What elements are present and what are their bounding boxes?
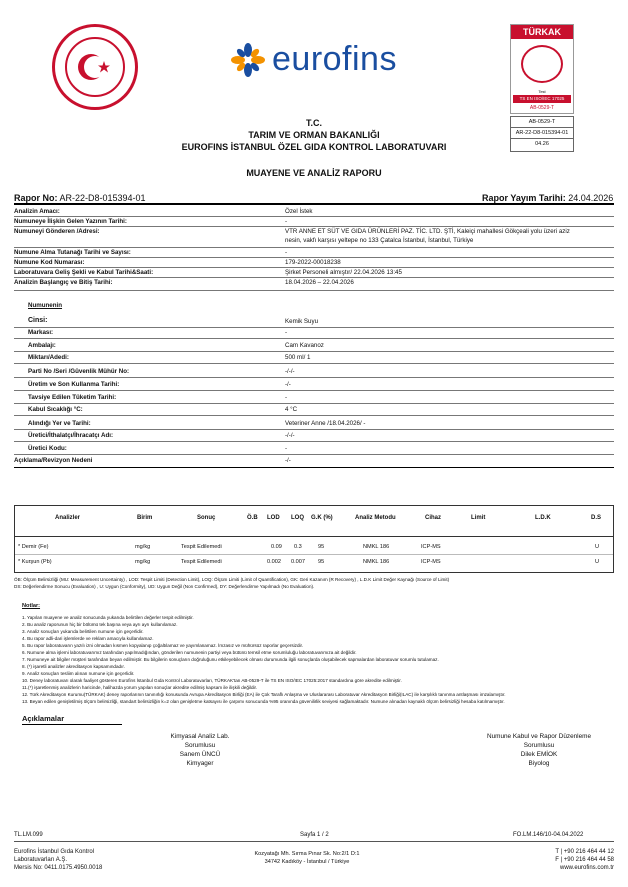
note-item: 6. Numune alma işlemi laboratuvarımız tarafından yapılmadığından, gönderilen numunenin partiyi veya bütünü temsil etme sorumluluğu laboratuvarımıza ait değildir.	[22, 650, 357, 655]
notes-list	[22, 614, 612, 705]
table-cell: * Demir (Fe)	[18, 544, 49, 550]
table-cell: NMKL 186	[363, 544, 390, 550]
divider	[14, 226, 614, 227]
phone: T | +90 216 464 44 12	[555, 849, 614, 855]
signature-right	[464, 732, 614, 768]
col-header: Limit	[471, 515, 486, 521]
header-lab: EUROFINS İSTANBUL ÖZEL GIDA KONTROL LABORATUVARI	[181, 142, 447, 152]
info-value: 179-2022-00018238	[285, 259, 341, 266]
table-cell: 0.007	[291, 559, 305, 565]
col-header: Analizler	[55, 515, 81, 521]
header-tc: T.C.	[305, 118, 322, 128]
signature-title: Kimyasal Analiz Lab.	[170, 733, 230, 740]
table-cell: 95	[318, 544, 325, 550]
sample-label: Alındığı Yer ve Tarihi:	[28, 420, 91, 427]
divider	[14, 363, 614, 364]
sample-value: -	[285, 394, 288, 401]
mersis-no: Mersis No: 0411.0175.4950.0018	[14, 865, 103, 871]
table-cell: Tespit Edilemedi	[181, 544, 222, 550]
table-cell: mg/kg	[135, 544, 151, 550]
divider	[14, 216, 614, 217]
note-item: 8. (*) işaretli analizler akreditasyon kapsamındadır.	[22, 664, 125, 669]
divider	[15, 536, 613, 537]
report-date	[482, 193, 613, 203]
col-header: LOD	[267, 515, 280, 521]
info-value: Özel İstek	[285, 208, 313, 215]
col-header: Cihaz	[425, 515, 442, 521]
revision-code: FO.LM.146/10-04.04.2022	[513, 832, 584, 838]
divider	[14, 257, 614, 258]
info-value: 18.04.2026 – 22.04.2026	[285, 279, 354, 286]
divider	[14, 403, 614, 404]
table-cell: U	[595, 544, 600, 550]
col-header: Sonuç	[197, 515, 216, 521]
table-cell: 0.09	[271, 544, 282, 550]
ministry-seal	[52, 24, 138, 110]
sample-value: -	[285, 445, 288, 452]
sample-value: Veteriner Anne /18.04.2026/ -	[285, 420, 366, 427]
divider	[14, 454, 614, 455]
company-info	[14, 848, 102, 872]
brand-name: eurofins	[272, 40, 397, 78]
turkak-standard: TS EN ISO/IEC 17025	[513, 95, 571, 103]
divider	[14, 377, 614, 378]
table-cell: U	[595, 559, 600, 565]
divider	[15, 554, 613, 555]
sample-value: 4 °C	[285, 406, 298, 413]
results-table	[14, 505, 614, 573]
signature-person: Sanem ÜNCÜ	[179, 751, 221, 758]
divider	[14, 429, 614, 430]
table-cell: mg/kg	[135, 559, 151, 565]
col-header: Birim	[137, 515, 153, 521]
note-item: 2. Bu analiz raporunun hiç bir bölümü tek başına veya ayrı ayrı kullanılamaz.	[22, 622, 178, 627]
info-label: Analizin Amacı:	[14, 208, 60, 215]
table-cell: Tespit Edilemedi	[181, 559, 222, 565]
col-header: Analiz Metodu	[355, 515, 396, 521]
notes-heading: Notlar:	[22, 603, 41, 609]
sample-value: -/-/-	[285, 432, 295, 439]
info-value-cont: nesin, vakfı karşısı yeltepe no 133 Çatalca İstanbul, İstanbul, Türkiye	[285, 237, 474, 244]
sample-value: -/-/-	[285, 368, 295, 375]
note-item: 9. Analiz sonuçları tesliim alınan numune için geçerlidir.	[22, 671, 135, 676]
ref-date: 04.26	[535, 141, 549, 147]
col-header: G.K (%)	[311, 515, 333, 521]
info-value: -	[285, 249, 288, 256]
divider	[14, 290, 614, 291]
explanations-heading: Açıklamalar	[22, 714, 65, 723]
divider	[14, 841, 614, 842]
info-label: Analizin Başlangıç ve Bitiş Tarihi:	[14, 279, 113, 286]
sample-value: -	[285, 329, 288, 336]
header-ministry: TARIM VE ORMAN BAKANLIĞI	[248, 130, 380, 140]
legend-line: DS: Değerlendirme Sonucu (Evaluation) , U: Uygun (Conformity), UD: Uygun Değil (Non Confirmed), DY: Değerlendirme Yapılmadı (No Evaluation).	[14, 584, 315, 589]
col-header: Ö.B	[247, 515, 258, 521]
sample-label: Üretici/İthalatçı/İhracatçı Adı:	[28, 432, 114, 439]
divider	[14, 467, 614, 468]
note-item: 5. Bu rapor laboratuvarın yazılı izni olmadan kısmen kopyalanıp çoğaltılamaz ve yayımlanamaz. İmzasız ve mühürsüz raporlar geçersizdir.	[22, 643, 304, 648]
form-code: TL.LM.099	[14, 832, 43, 838]
sample-value: Kemik Suyu	[285, 318, 319, 325]
report-number-label: Rapor No:	[14, 193, 58, 203]
signature-left	[130, 732, 270, 768]
info-value: -	[285, 218, 288, 225]
seal-inner-ring	[65, 37, 125, 97]
sample-value: -/-	[285, 381, 291, 388]
sample-value: Cam Kavanoz	[285, 342, 324, 349]
col-header: D.S	[591, 515, 602, 521]
divider	[14, 441, 614, 442]
website-link[interactable]: www.eurofins.com.tr	[559, 865, 614, 871]
table-cell: ICP-MS	[421, 544, 441, 550]
note-item: 3. Analiz sonuçları yukarıda belirtilen numune için geçerlidir.	[22, 629, 144, 634]
company-name-cont: Laboratuvarları A.Ş.	[14, 857, 68, 863]
fax: F | +90 216 464 44 58	[555, 857, 614, 863]
sample-label: Markası:	[28, 329, 54, 336]
address-line: Kozyatağı Mh. Sırma Pınar Sk. No:2/1 D:1	[254, 851, 360, 857]
divider	[14, 390, 614, 391]
turkak-badge	[510, 24, 574, 114]
signature-role: Sorumlusu	[184, 742, 216, 749]
table-cell: ICP-MS	[421, 559, 441, 565]
note-item: 11.(*) işaretlenmiş analizlerin haricinde, halihazda yorum yapılan sonuçlar akredite edilmiş kapsam ile ilişkili değildir.	[22, 685, 258, 690]
ref-report-no: AR-22-D8-015394-01	[511, 128, 573, 139]
info-value: VTR ANNE ET SÜT VE GIDA ÜRÜNLERİ PAZ. TİC. LTD. ŞTİ, Kaleiçi mahallesi Gökçeali yolu üzeri aziz	[285, 228, 570, 235]
report-date-label: Rapor Yayım Tarihi:	[482, 193, 566, 203]
divider	[14, 277, 614, 278]
sample-label: Üretim ve Son Kullanma Tarihi:	[28, 381, 120, 388]
col-header: L.D.K	[535, 515, 551, 521]
sample-value: -/-	[285, 457, 291, 464]
address	[232, 850, 382, 866]
table-cell: 95	[318, 559, 325, 565]
divider	[14, 203, 614, 205]
sample-heading: Numunenin	[28, 302, 63, 309]
divider	[14, 338, 614, 339]
ref-accreditation: AB-0529-T	[511, 117, 573, 128]
sample-value: 500 ml/ 1	[285, 354, 311, 361]
report-title: MUAYENE VE ANALİZ RAPORU	[246, 168, 382, 178]
table-cell: NMKL 186	[363, 559, 390, 565]
info-label: Numuneye İlişkin Gelen Yazının Tarihi:	[14, 218, 127, 225]
eurofins-logo	[230, 40, 397, 79]
col-header: LOQ	[291, 515, 304, 521]
info-label: Numune Alma Tutanağı Tarihi ve Sayısı:	[14, 249, 131, 256]
page-number: Sayfa 1 / 2	[300, 832, 329, 838]
table-cell: 0.002	[267, 559, 281, 565]
sample-label: Açıklama/Revizyon Nedeni	[14, 457, 93, 464]
turkak-check-icon	[521, 45, 563, 83]
signature-title: Numune Kabul ve Rapor Düzenleme	[486, 733, 592, 740]
note-item: 12. Türk Akreditasyon Kurumu(TÜRKAK) deney raporlarının tanınırlığı konusunda Avrupa Akreditasyon Birliği (EA) ile Çok Taraflı Anlaşma ve Uluslararası Laboratuvar Akreditasyon Birliği(ILAC) ile karşılıklı tanınma antlaşması imzalamıştır.	[22, 692, 506, 697]
contact-info	[536, 848, 614, 872]
sample-label: Kabul Sıcaklığı °C:	[28, 406, 83, 413]
info-value: Şirket Personeli almıştır/ 22.04.2026 13:45	[285, 269, 402, 276]
report-number	[14, 193, 146, 203]
sample-label: Cinsi:	[28, 317, 48, 324]
note-item: 7. Numuneye ait bilgiler müşteri tarafından beyan edilmiştir. Bu bilgilerin sonuçların doğruluğunu etkileyebilecek olması durumunda ilgili sonuçlarda oluşabilecek sapmalardan laboratuvar sorumlu tutulamaz.	[22, 657, 439, 662]
divider	[14, 267, 614, 268]
note-item: 10. Deney laboratuvarı olarak faaliyet gösteren Eurofins İstanbul Gıda Kontrol Laboratuvarları, TÜRKAK'tan AB-0529-T ile TS EN ISO/IEC 17025:2017 standardına göre akredite edilmiştir.	[22, 678, 402, 683]
note-item: 1. Yapılan muayene ve analiz sonucunda yukarıda belirtilen değerler tespit edilmiştir.	[22, 615, 194, 620]
table-cell: 0.3	[294, 544, 302, 550]
divider	[14, 327, 614, 328]
note-item: 13. Beyan edilen genişletilmiş ölçüm belirsizliği, standart belirsizliğin k=2 olan genişletme katsayısı ile çarpımı sonucunda %95 oranında güvenilirlik seviyesi sağlamaktadır. Numune alınadan kaynaklı ölçüm belirsizliği hesaba katılmamıştır.	[22, 699, 505, 704]
info-label: Numune Kod Numarası:	[14, 259, 85, 266]
legend-line: ÖB: Ölçüm Belirsizliği (MU: Measurement Uncertainty) , LOD: Tespit Limiti (Detection Limit), LOQ: Ölçüm Limiti (Limit of Quantification), GK: Geri Kazanım (R Recovery) , L.D.K Limit Değer Kaynağı (Source of Limit)	[14, 577, 450, 582]
divider	[14, 351, 614, 352]
signature-profession: Biyolog	[528, 760, 550, 767]
address-line: 34742 Kadıköy - İstanbul / Türkiye	[264, 859, 350, 865]
signature-profession: Kimyager	[186, 760, 214, 767]
signature-role: Sorumlusu	[523, 742, 555, 749]
company-name: Eurofins İstanbul Gıda Kontrol	[14, 849, 95, 855]
turkak-code: AB-0529-T	[529, 105, 555, 111]
report-number-value: AR-22-D8-015394-01	[59, 193, 146, 203]
eurofins-flower-icon	[230, 42, 266, 78]
sample-label: Ambalajı:	[28, 342, 56, 349]
info-label: Numuneyi Gönderen /Adresi:	[14, 228, 100, 235]
divider	[14, 247, 614, 248]
info-label: Laboratuvara Geliş Şekli ve Kabul Tarihi&Saati:	[14, 269, 154, 276]
turkak-test-label: Test	[538, 89, 546, 94]
sample-label: Miktarı/Adedi:	[28, 354, 69, 361]
sample-label: Parti No /Seri /Güvenlik Mühür No:	[28, 368, 130, 375]
note-item: 4. Bu rapor adli-dari işlemlerde ve reklam amacıyla kullanılamaz.	[22, 636, 154, 641]
signature-person: Dilek EMİOK	[520, 751, 558, 758]
divider	[14, 415, 614, 416]
sample-label: Üretici Kodu:	[28, 445, 67, 452]
report-date-value: 24.04.2026	[568, 193, 614, 203]
table-cell: * Kurşun (Pb)	[18, 559, 52, 565]
divider	[22, 724, 122, 725]
turkak-name: TÜRKAK	[511, 25, 573, 39]
sample-label: Tavsiye Edilen Tüketim Tarihi:	[28, 394, 117, 401]
